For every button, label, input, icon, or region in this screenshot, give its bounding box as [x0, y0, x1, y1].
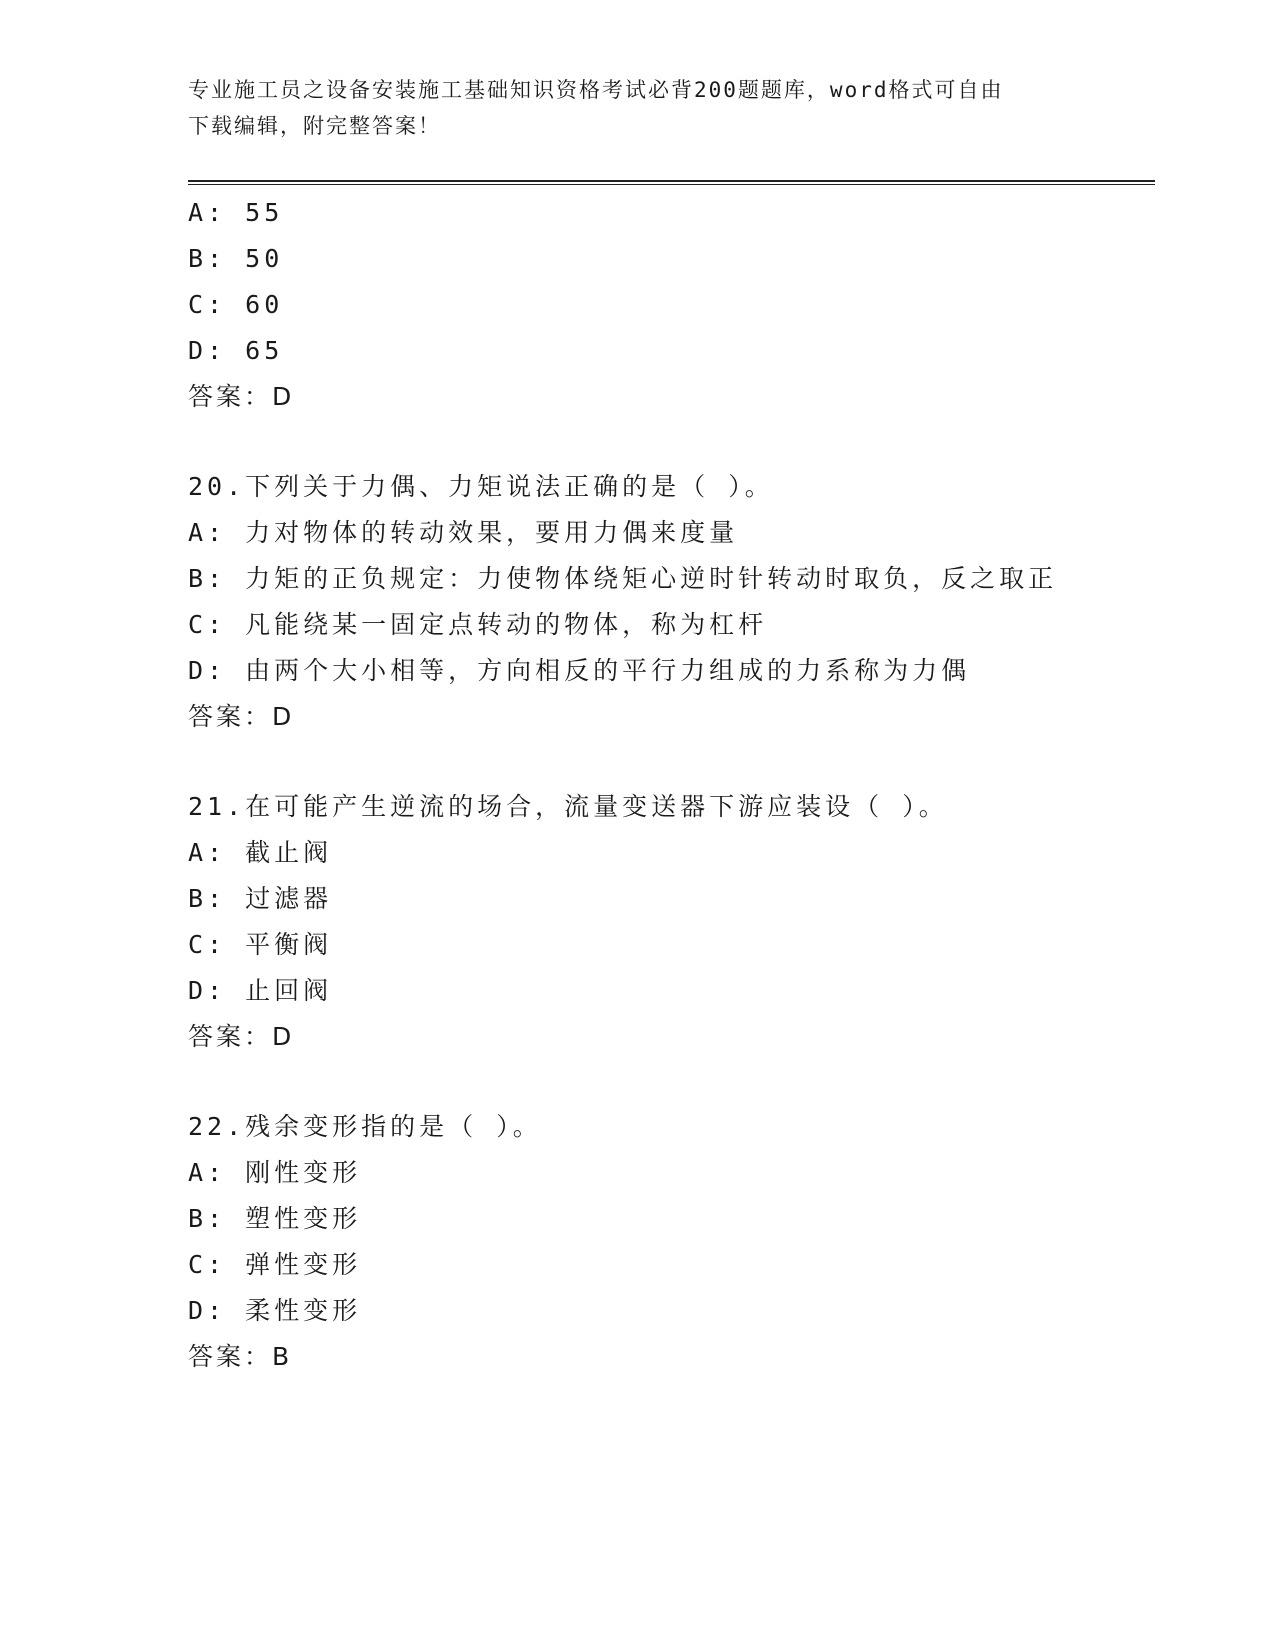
question-21 [188, 784, 1148, 1060]
question-20 [188, 464, 1148, 740]
option-a: A: 55 [188, 198, 284, 227]
option-d: D: 由两个大小相等，方向相反的平行力组成的力系称为力偶 [188, 656, 971, 685]
question-text: 20.下列关于力偶、力矩说法正确的是（ ）。 [188, 472, 774, 501]
option-b: B: 50 [188, 244, 284, 273]
answer: 答案：D [188, 702, 295, 731]
option-d: D: 65 [188, 336, 284, 365]
option-a: A: 刚性变形 [188, 1158, 362, 1187]
page-header [188, 72, 1088, 144]
option-d: D: 柔性变形 [188, 1296, 362, 1325]
spacer [188, 420, 1148, 464]
question-text: 22.残余变形指的是（ ）。 [188, 1112, 542, 1141]
option-c: C: 60 [188, 290, 284, 319]
spacer [188, 740, 1148, 784]
header-divider [188, 180, 1155, 185]
question-list [188, 190, 1148, 1380]
option-d: D: 止回阀 [188, 976, 333, 1005]
header-line-1: 专业施工员之设备安装施工基础知识资格考试必背200题题库，word格式可自由 [188, 78, 1004, 102]
option-b: B: 塑性变形 [188, 1204, 362, 1233]
header-line-2: 下载编辑，附完整答案！ [188, 114, 441, 138]
answer: 答案：B [188, 1342, 293, 1371]
option-c: C: 弹性变形 [188, 1250, 362, 1279]
option-b: B: 过滤器 [188, 884, 333, 913]
spacer [188, 1060, 1148, 1104]
option-c: C: 凡能绕某一固定点转动的物体，称为杠杆 [188, 610, 768, 639]
question-22 [188, 1104, 1148, 1380]
answer: 答案：D [188, 382, 295, 411]
question-19-tail [188, 190, 1148, 420]
option-a: A: 力对物体的转动效果，要用力偶来度量 [188, 518, 739, 547]
option-b: B: 力矩的正负规定：力使物体绕矩心逆时针转动时取负，反之取正 [188, 564, 1058, 593]
option-a: A: 截止阀 [188, 838, 333, 867]
answer: 答案：D [188, 1022, 295, 1051]
option-c: C: 平衡阀 [188, 930, 333, 959]
question-text: 21.在可能产生逆流的场合，流量变送器下游应装设（ ）。 [188, 792, 948, 821]
